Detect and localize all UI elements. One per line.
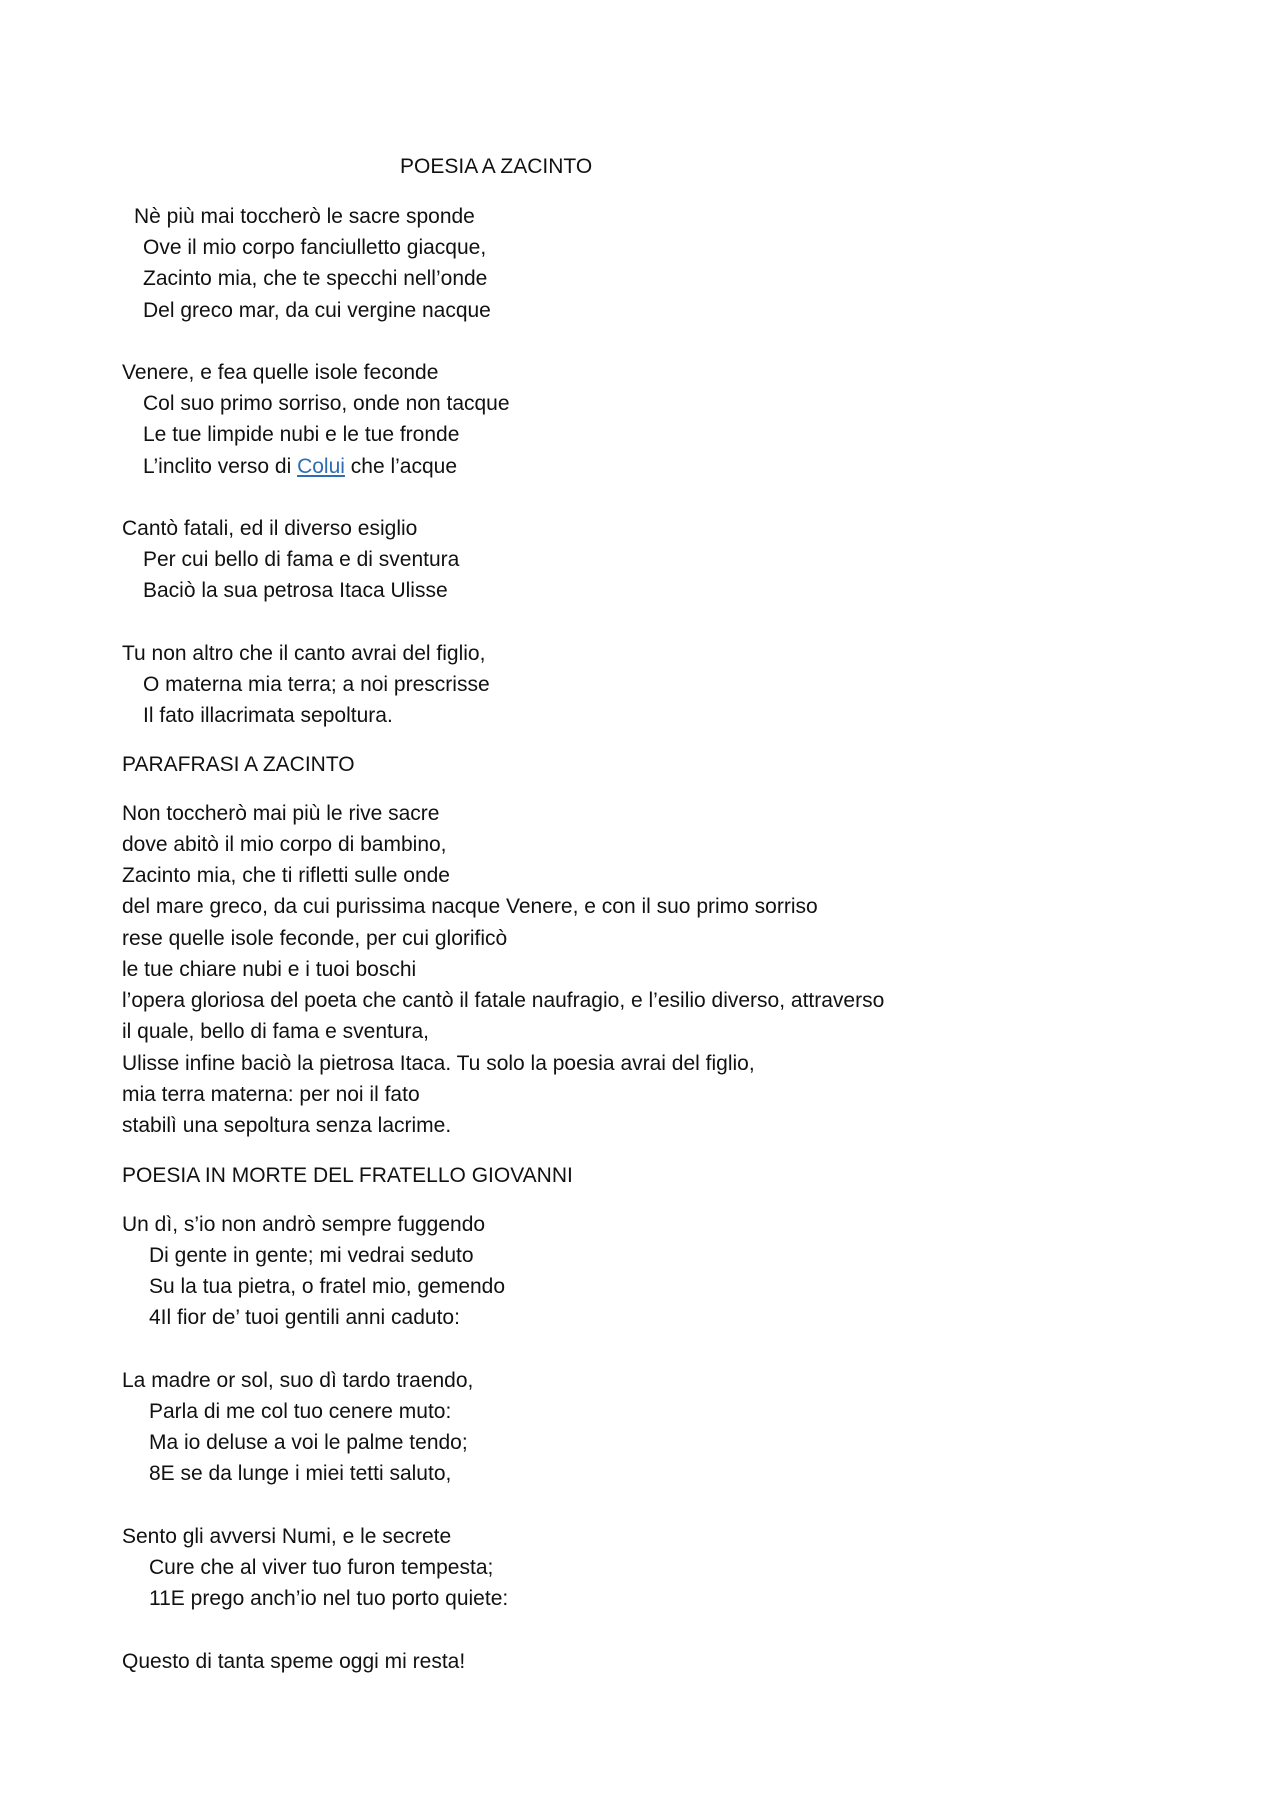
verse-line: Ove il mio corpo fanciulletto giacque, (143, 236, 487, 259)
verse-line: Ma io deluse a voi le palme tendo; (149, 1431, 468, 1454)
verse-line: Col suo primo sorriso, onde non tacque (143, 392, 510, 415)
verse-line: Un dì, s’io non andrò sempre fuggendo (122, 1213, 486, 1236)
paraphrase-line: Non toccherò mai più le rive sacre (122, 802, 440, 825)
colui-link[interactable]: Colui (297, 455, 345, 478)
paraphrase-line: del mare greco, da cui purissima nacque Venere, e con il suo primo sorriso (122, 895, 818, 918)
verse-line: Su la tua pietra, o fratel mio, gemendo (149, 1275, 506, 1298)
verse-text: L’inclito verso di (143, 455, 298, 478)
paraphrase-title: PARAFRASI A ZACINTO (122, 753, 355, 776)
verse-line: Tu non altro che il canto avrai del figlio, (122, 642, 486, 665)
verse-line: Parla di me col tuo cenere muto: (149, 1400, 452, 1423)
verse-line: 8E se da lunge i miei tetti saluto, (149, 1462, 452, 1485)
verse-line: Zacinto mia, che te specchi nell’onde (143, 267, 488, 290)
verse-line: Di gente in gente; mi vedrai seduto (149, 1244, 474, 1267)
paraphrase-line: mia terra materna: per noi il fato (122, 1083, 420, 1106)
verse-line: Cantò fatali, ed il diverso esiglio (122, 517, 418, 540)
verse-line: O materna mia terra; a noi prescrisse (143, 673, 490, 696)
paraphrase-line: rese quelle isole feconde, per cui glorificò (122, 927, 508, 950)
verse-line: Baciò la sua petrosa Itaca Ulisse (143, 579, 448, 602)
paraphrase-line: Zacinto mia, che ti rifletti sulle onde (122, 864, 450, 887)
verse-line: Venere, e fea quelle isole feconde (122, 361, 439, 384)
paraphrase-line: stabilì una sepoltura senza lacrime. (122, 1114, 452, 1137)
paraphrase-line: l’opera gloriosa del poeta che cantò il fatale naufragio, e l’esilio diverso, attraverso (122, 989, 885, 1012)
verse-line: Per cui bello di fama e di sventura (143, 548, 460, 571)
verse-line-with-link (143, 454, 457, 480)
paraphrase-line: Ulisse infine baciò la pietrosa Itaca. Tu solo la poesia avrai del figlio, (122, 1052, 755, 1075)
verse-line: Cure che al viver tuo furon tempesta; (149, 1556, 494, 1579)
verse-line: La madre or sol, suo dì tardo traendo, (122, 1369, 474, 1392)
paraphrase-line: dove abitò il mio corpo di bambino, (122, 833, 447, 856)
verse-line: Del greco mar, da cui vergine nacque (143, 299, 491, 322)
paraphrase-line: il quale, bello di fama e sventura, (122, 1020, 430, 1043)
verse-line: Questo di tanta speme oggi mi resta! (122, 1650, 466, 1673)
verse-line: 11E prego anch’io nel tuo porto quiete: (149, 1587, 509, 1610)
poem-title: POESIA A ZACINTO (400, 155, 593, 178)
paraphrase-line: le tue chiare nubi e i tuoi boschi (122, 958, 417, 981)
verse-line: Il fato illacrimata sepoltura. (143, 704, 393, 727)
verse-text: che l’acque (344, 455, 458, 478)
verse-line: 4Il fior de’ tuoi gentili anni caduto: (149, 1306, 460, 1329)
verse-line: Sento gli avversi Numi, e le secrete (122, 1525, 452, 1548)
verse-line: Nè più mai toccherò le sacre sponde (134, 205, 475, 228)
poem-title: POESIA IN MORTE DEL FRATELLO GIOVANNI (122, 1164, 573, 1187)
verse-line: Le tue limpide nubi e le tue fronde (143, 423, 460, 446)
